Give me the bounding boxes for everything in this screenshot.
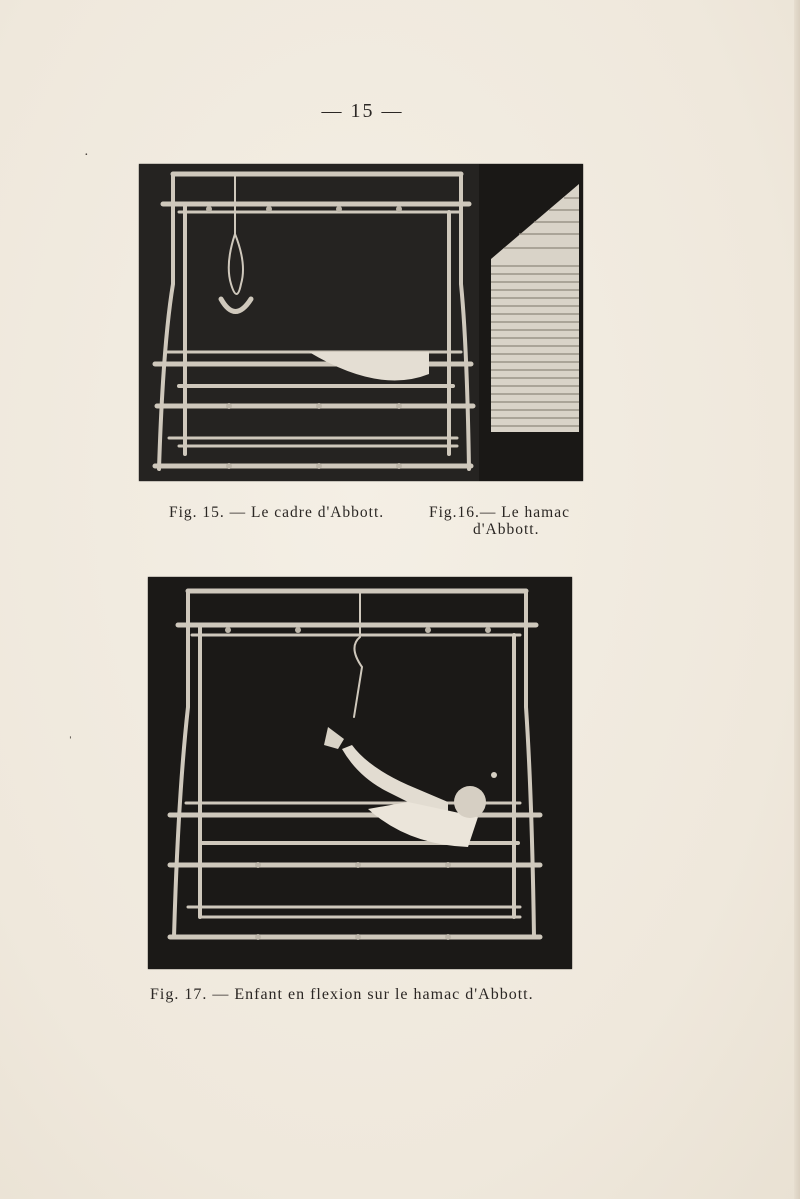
figure-17-photo bbox=[148, 577, 572, 969]
figure-17-caption: Fig. 17. — Enfant en flexion sur le hamac d'Abbott. bbox=[150, 986, 534, 1003]
figure-16-caption-line2: d'Abbott. bbox=[473, 521, 540, 538]
print-speck: · bbox=[84, 148, 89, 163]
figure-16-caption bbox=[429, 504, 570, 538]
page-number: — 15 — bbox=[321, 100, 404, 122]
figure-16-caption-line1: Fig.16.— Le hamac bbox=[429, 504, 570, 521]
hammock-panel bbox=[479, 164, 583, 481]
figure-15-16-photo bbox=[139, 164, 583, 481]
page-edge bbox=[794, 0, 800, 1199]
figure-15-caption: Fig. 15. — Le cadre d'Abbott. bbox=[169, 504, 385, 521]
print-speck: ˈ bbox=[68, 735, 73, 750]
